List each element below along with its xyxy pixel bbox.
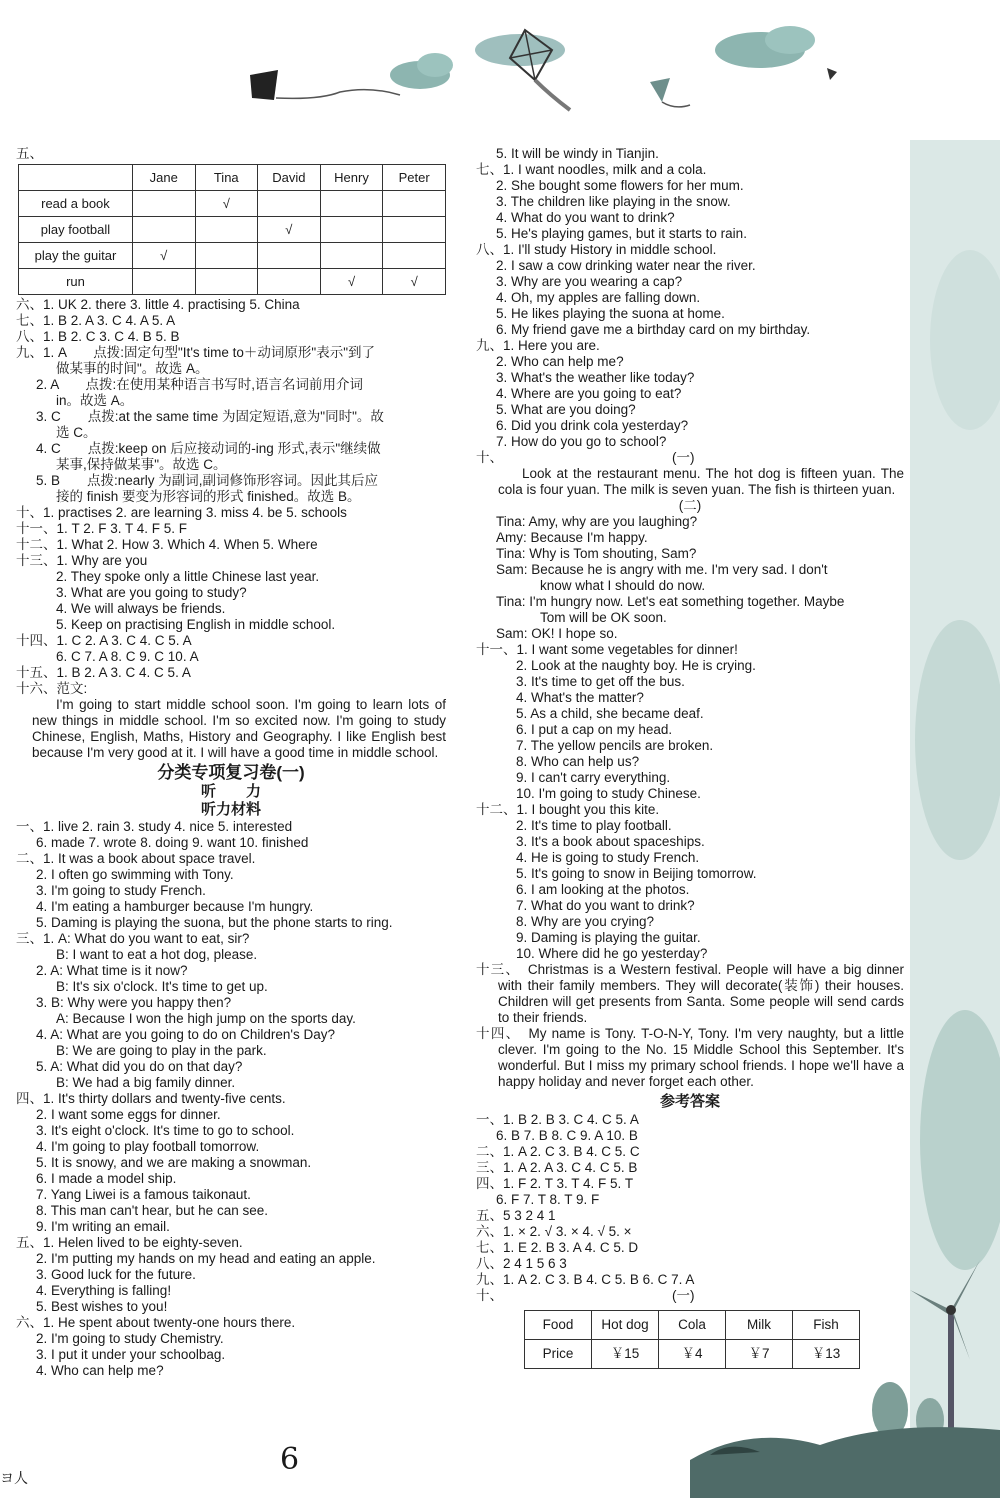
transcript-line: 一、1. live 2. rain 3. study 4. nice 5. interested xyxy=(16,819,293,834)
kite-icon xyxy=(250,70,400,100)
answer-line: 十四、1. C 2. A 3. C 4. C 5. A xyxy=(16,633,192,648)
table-row xyxy=(525,1340,860,1369)
answer-line: 6. C 7. A 8. C 9. C 10. A xyxy=(56,649,199,664)
table-cell xyxy=(195,269,258,295)
table-cell: √ xyxy=(320,269,383,295)
corner-mark: ヨ人 xyxy=(0,1470,28,1486)
table-cell: √ xyxy=(383,269,446,295)
section-10-label: 十、 xyxy=(476,450,503,465)
dialog-line: Amy: Because I'm happy. xyxy=(496,530,648,545)
table-cell xyxy=(195,217,258,243)
transcript-line: 3. It's a book about spaceships. xyxy=(516,834,705,849)
transcript-line: 五、1. Helen lived to be eighty-seven. xyxy=(16,1235,243,1250)
answer-line: 2. A 点拨:在使用某种语言书写时,语言名词前用介词 xyxy=(36,377,364,392)
transcript-line: 6. I put a cap on my head. xyxy=(516,722,673,737)
activity-table xyxy=(18,164,446,295)
dialog-line: know what I should do now. xyxy=(540,578,706,593)
transcript-line: 九、1. Here you are. xyxy=(476,338,600,353)
transcript-line: B: I want to eat a hot dog, please. xyxy=(56,947,258,962)
table-cell: √ xyxy=(258,217,321,243)
transcript-line: 5. He's playing games, but it starts to rain. xyxy=(496,226,747,241)
dialog-line: Tom will be OK soon. xyxy=(540,610,667,625)
transcript-line: 8. Who can help us? xyxy=(516,754,640,769)
transcript-line: 6. made 7. wrote 8. doing 9. want 10. finished xyxy=(36,835,309,850)
table-cell: Food xyxy=(525,1311,592,1340)
answer-line: 3. C 点拨:at the same time 为固定短语,意为"同时"。故 xyxy=(36,409,384,424)
table-cell xyxy=(258,191,321,217)
table-header: Jane xyxy=(132,165,195,191)
transcript-line: 10. I'm going to study Chinese. xyxy=(516,786,701,801)
transcript-line: 3. Why are you wearing a cap? xyxy=(496,274,683,289)
transcript-line: 4. I'm going to play football tomorrow. xyxy=(36,1139,260,1154)
answer-line: 4. C 点拨:keep on 后应接动词的-ing 形式,表示"继续做 xyxy=(36,441,381,456)
transcript-line: 8. This man can't hear, but he can see. xyxy=(36,1203,268,1218)
transcript-line: 4. I'm eating a hamburger because I'm hungry. xyxy=(36,899,314,914)
transcript-line: 4. Oh, my apples are falling down. xyxy=(496,290,701,305)
transcript-line: 5. It's going to snow in Beijing tomorrow. xyxy=(516,866,757,881)
answer-line: 八、1. B 2. C 3. C 4. B 5. B xyxy=(16,329,180,344)
dialog-line: Sam: Because he is angry with me. I'm very sad. I don't xyxy=(496,562,828,577)
answer-line: 一、1. B 2. B 3. C 4. C 5. A xyxy=(476,1112,639,1127)
answer-line: 5. Keep on practising English in middle school. xyxy=(56,617,336,632)
transcript-line: 6. Did you drink cola yesterday? xyxy=(496,418,689,433)
table-cell xyxy=(195,243,258,269)
transcript-line: 4. Everything is falling! xyxy=(36,1283,172,1298)
transcript-line: 2. Look at the naughty boy. He is crying. xyxy=(516,658,756,673)
answer-line: 十三、1. Why are you xyxy=(16,553,148,568)
left-column xyxy=(16,146,446,1379)
transcript-line: 5. Best wishes to you! xyxy=(36,1299,168,1314)
transcript-line: 七、1. I want noodles, milk and a cola. xyxy=(476,162,707,177)
answer-line: 六、1. UK 2. there 3. little 4. practising 5. China xyxy=(16,297,300,312)
answer-line: 七、1. E 2. B 3. A 4. C 5. D xyxy=(476,1240,639,1255)
answer-line: 十二、1. What 2. How 3. Which 4. When 5. Where xyxy=(16,537,318,552)
christmas-paragraph: 十三、 Christmas is a Western festival. People will have a big dinner with their family members. They will decorate(装饰) their houses. Children will get presents from Santa. Some people will send cards to their friends. xyxy=(476,962,904,1025)
kite-icon xyxy=(650,78,690,107)
transcript-line: 5. As a child, she became deaf. xyxy=(516,706,704,721)
answer-line: 七、1. B 2. A 3. C 4. A 5. A xyxy=(16,313,176,328)
transcript-line: 2. I want some eggs for dinner. xyxy=(36,1107,221,1122)
table-cell xyxy=(132,191,195,217)
kite-icon xyxy=(827,68,837,80)
transcript-line: 2. Who can help me? xyxy=(496,354,624,369)
table-header: Henry xyxy=(320,165,383,191)
transcript-line: 8. Why are you crying? xyxy=(516,914,655,929)
transcript-line: 3. I put it under your schoolbag. xyxy=(36,1347,226,1362)
table-cell xyxy=(383,191,446,217)
table-row xyxy=(19,269,446,295)
transcript-line: 5. It will be windy in Tianjin. xyxy=(496,146,659,161)
answer-line: 5. B 点拨:nearly 为副词,副词修饰形容词。因此其后应 xyxy=(36,473,379,488)
table-cell: ￥7 xyxy=(726,1340,793,1369)
transcript-line: 4. Who can help me? xyxy=(36,1363,164,1378)
transcript-line: 5. It is snowy, and we are making a snowman. xyxy=(36,1155,312,1170)
section-title: 分类专项复习卷(一) xyxy=(157,763,305,782)
transcript-line: 3. It's time to get off the bus. xyxy=(516,674,685,689)
transcript-line: 2. I'm putting my hands on my head and eating an apple. xyxy=(36,1251,376,1266)
table-cell: ￥4 xyxy=(659,1340,726,1369)
menu-paragraph: Look at the restaurant menu. The hot dog is fifteen yuan. The cola is four yuan. The milk is seven yuan. The fish is thirteen yuan. xyxy=(498,466,904,497)
page-number: 6 xyxy=(280,1442,300,1477)
transcript-line: 5. What are you doing? xyxy=(496,402,636,417)
right-column xyxy=(476,146,904,1369)
table-header: Peter xyxy=(383,165,446,191)
transcript-line: 4. What's the matter? xyxy=(516,690,644,705)
table-cell xyxy=(132,217,195,243)
section-10-header xyxy=(476,450,904,466)
table-cell xyxy=(258,269,321,295)
answer-line: 二、1. A 2. C 3. B 4. C 5. C xyxy=(476,1144,640,1159)
table-row xyxy=(19,243,446,269)
transcript-line: 6. I am looking at the photos. xyxy=(516,882,690,897)
section-10b-header xyxy=(476,1288,904,1304)
transcript-line: 5. Daming is playing the suona, but the phone starts to ring. xyxy=(36,915,393,930)
transcript-line: 3. Good luck for the future. xyxy=(36,1267,196,1282)
table-header-row xyxy=(19,165,446,191)
transcript-line: 9. Daming is playing the guitar. xyxy=(516,930,701,945)
transcript-line: 3. What's the weather like today? xyxy=(496,370,695,385)
transcript-line: 5. A: What did you do on that day? xyxy=(36,1059,243,1074)
answer-line: 接的 finish 要变为形容词的形式 finished。故选 B。 xyxy=(56,489,361,504)
table-cell xyxy=(258,243,321,269)
answer-line: 6. F 7. T 8. T 9. F xyxy=(496,1192,600,1207)
answer-line: 十六、范文: xyxy=(16,681,88,696)
table-cell xyxy=(383,243,446,269)
row-label: play football xyxy=(19,217,133,243)
answer-line: 十一、1. T 2. F 3. T 4. F 5. F xyxy=(16,521,188,536)
transcript-line: 9. I can't carry everything. xyxy=(516,770,671,785)
table-cell xyxy=(383,217,446,243)
answer-line: 五、5 3 2 4 1 xyxy=(476,1208,556,1223)
table-cell: Milk xyxy=(726,1311,793,1340)
transcript-line: 6. My friend gave me a birthday card on my birthday. xyxy=(496,322,811,337)
section-subtitle: 听力材料 xyxy=(200,801,261,818)
transcript-line: B: We are going to play in the park. xyxy=(56,1043,267,1058)
transcript-line: 3. It's eight o'clock. It's time to go to school. xyxy=(36,1123,295,1138)
model-essay: I'm going to start middle school soon. I'm going to learn lots of new things in middle school. I'm so excited now. I'm going to study Chinese, English, Maths, History and Geography. I like English best because I'm very good at it. I will have a good time in middle school. xyxy=(32,697,446,760)
answer-line: 4. We will always be friends. xyxy=(56,601,226,616)
part-label: (二) xyxy=(678,498,702,513)
transcript-line: 三、1. A: What do you want to eat, sir? xyxy=(16,931,250,946)
answer-line: 做某事的时间"。故选 A。 xyxy=(56,361,209,376)
answer-line: 某事,保持做某事"。故选 C。 xyxy=(56,457,227,472)
transcript-line: 2. It's time to play football. xyxy=(516,818,672,833)
table-cell: ￥13 xyxy=(793,1340,860,1369)
section-subtitle: 听 力 xyxy=(200,783,261,800)
answer-line: 八、2 4 1 5 6 3 xyxy=(476,1256,567,1271)
transcript-line: 2. A: What time is it now? xyxy=(36,963,188,978)
transcript-line: 7. What do you want to drink? xyxy=(516,898,695,913)
transcript-line: 3. I'm going to study French. xyxy=(36,883,206,898)
answer-line: 九、1. A 2. C 3. B 4. C 5. B 6. C 7. A xyxy=(476,1272,695,1287)
dialog-line: Tina: Amy, why are you laughing? xyxy=(496,514,698,529)
transcript-line: 3. B: Why were you happy then? xyxy=(36,995,232,1010)
header-decoration xyxy=(230,20,930,130)
transcript-line: 2. I'm going to study Chemistry. xyxy=(36,1331,224,1346)
answer-line: 选 C。 xyxy=(56,425,97,440)
transcript-line: 四、1. It's thirty dollars and twenty-five cents. xyxy=(16,1091,286,1106)
table-cell: ￥15 xyxy=(592,1340,659,1369)
tony-paragraph: 十四、 My name is Tony. T-O-N-Y, Tony. I'm very naughty, but a little clever. I'm going to the No. 15 Middle School this September. It's wonderful. But I miss my primary school friends. I hope we'll have a happy holiday and never forget each other. xyxy=(476,1026,904,1089)
row-label: play the guitar xyxy=(19,243,133,269)
table-cell xyxy=(320,191,383,217)
answer-line: 6. B 7. B 8. C 9. A 10. B xyxy=(496,1128,638,1143)
transcript-line: 6. I made a model ship. xyxy=(36,1171,177,1186)
kite-icon xyxy=(475,30,570,110)
transcript-line: 7. Yang Liwei is a famous taikonaut. xyxy=(36,1187,251,1202)
transcript-line: 4. He is going to study French. xyxy=(516,850,700,865)
answers-title: 参考答案 xyxy=(659,1093,720,1110)
transcript-line: 7. The yellow pencils are broken. xyxy=(516,738,714,753)
transcript-line: 4. A: What are you going to do on Children's Day? xyxy=(36,1027,336,1042)
answer-line: in。故选 A。 xyxy=(56,393,134,408)
transcript-line: 3. The children like playing in the snow. xyxy=(496,194,731,209)
answer-line: 2. They spoke only a little Chinese last year. xyxy=(56,569,320,584)
transcript-line: A: Because I won the high jump on the sports day. xyxy=(56,1011,356,1026)
transcript-line: 5. He likes playing the suona at home. xyxy=(496,306,725,321)
table-row xyxy=(19,217,446,243)
transcript-line: 2. She bought some flowers for her mum. xyxy=(496,178,744,193)
transcript-line: B: It's six o'clock. It's time to get up. xyxy=(56,979,268,994)
transcript-line: 八、1. I'll study History in middle school. xyxy=(476,242,717,257)
transcript-line: 六、1. He spent about twenty-one hours there. xyxy=(16,1315,296,1330)
table-cell: Cola xyxy=(659,1311,726,1340)
transcript-line: 二、1. It was a book about space travel. xyxy=(16,851,256,866)
answer-line: 六、1. × 2. √ 3. × 4. √ 5. × xyxy=(476,1224,632,1239)
table-corner xyxy=(19,165,133,191)
part-label: (一) xyxy=(672,1288,695,1303)
table-cell: Price xyxy=(525,1340,592,1369)
food-price-table xyxy=(524,1310,860,1369)
table-cell xyxy=(320,243,383,269)
cloud-icon xyxy=(390,53,453,89)
table-row xyxy=(19,191,446,217)
transcript-line: 2. I often go swimming with Tony. xyxy=(36,867,234,882)
cloud-icon xyxy=(715,26,815,68)
answer-line: 3. What are you going to study? xyxy=(56,585,247,600)
table-cell: √ xyxy=(195,191,258,217)
transcript-line: 7. How do you go to school? xyxy=(496,434,667,449)
table-cell xyxy=(320,217,383,243)
row-label: run xyxy=(19,269,133,295)
answer-line: 三、1. A 2. A 3. C 4. C 5. B xyxy=(476,1160,638,1175)
answer-line: 十、1. practises 2. are learning 3. miss 4. be 5. schools xyxy=(16,505,347,520)
answer-line: 九、1. A 点拨:固定句型"It's time to＋动词原形"表示"到了 xyxy=(16,345,375,360)
row-label: read a book xyxy=(19,191,133,217)
transcript-line: 2. I saw a cow drinking water near the river. xyxy=(496,258,756,273)
table-header: David xyxy=(258,165,321,191)
dialog-line: Sam: OK! I hope so. xyxy=(496,626,618,641)
transcript-line: 9. I'm writing an email. xyxy=(36,1219,170,1234)
answer-line: 四、1. F 2. T 3. T 4. F 5. T xyxy=(476,1176,634,1191)
table-header: Tina xyxy=(195,165,258,191)
section-5-label: 五、 xyxy=(16,146,43,161)
transcript-line: 10. Where did he go yesterday? xyxy=(516,946,708,961)
answer-line: 十五、1. B 2. A 3. C 4. C 5. A xyxy=(16,665,191,680)
section-10b-label: 十、 xyxy=(476,1288,503,1303)
dialog-line: Tina: Why is Tom shouting, Sam? xyxy=(496,546,697,561)
table-row xyxy=(525,1311,860,1340)
transcript-line: 十二、1. I bought you this kite. xyxy=(476,802,660,817)
table-cell: Hot dog xyxy=(592,1311,659,1340)
transcript-line: 十一、1. I want some vegetables for dinner! xyxy=(476,642,738,657)
transcript-line: 4. Where are you going to eat? xyxy=(496,386,682,401)
table-cell: Fish xyxy=(793,1311,860,1340)
transcript-line: 4. What do you want to drink? xyxy=(496,210,675,225)
table-cell: √ xyxy=(132,243,195,269)
table-cell xyxy=(132,269,195,295)
part-label: (一) xyxy=(672,450,695,465)
transcript-line: B: We had a big family dinner. xyxy=(56,1075,236,1090)
dialog-line: Tina: I'm hungry now. Let's eat something together. Maybe xyxy=(496,594,845,609)
